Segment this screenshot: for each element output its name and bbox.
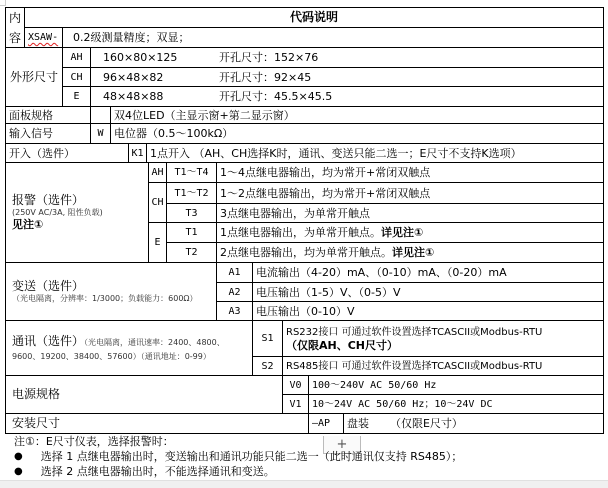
panel-label: 面板规格: [5, 106, 91, 124]
table-title: 代码说明: [24, 7, 604, 28]
alarm-code: T1～T4: [166, 162, 217, 183]
alarm-note-ref: 详见注①: [392, 246, 435, 259]
comm-sublabel: （光电隔离，通讯速率：2400、4800、9600、19200、38400、57600）（通讯地址：0-99）: [12, 337, 225, 361]
add-row-button[interactable]: +: [323, 436, 361, 454]
alarm-size-ch: CH: [148, 182, 167, 223]
switch-in-value: 1点开入 （AH、CH选择K时，通讯、变送只能二选一；E尺寸不支持K选项）: [146, 143, 604, 163]
transmit-text: 电压输出（1-5）V、（0-5）V: [252, 282, 604, 302]
power-label: 电源规格: [5, 375, 283, 414]
transmit-code: A2: [216, 282, 253, 302]
alarm-note-ref: 详见注①: [381, 226, 424, 239]
comm-size-limit: （仅限AH、CH尺寸）: [286, 338, 398, 352]
model-description: 0.2级测量精度；双显；: [62, 27, 604, 48]
bullet-icon: ●: [14, 451, 23, 462]
install-label: 安装尺寸: [5, 413, 309, 434]
transmit-text: 电压输出（0-10）V: [252, 301, 604, 321]
comm-text: RS232接口 可通过软件设置选择TCASCII或Modbus-RTU: [286, 326, 543, 338]
alarm-label-cell: [5, 162, 149, 263]
install-value: 盘装 （仅限E尺寸）: [343, 413, 604, 434]
power-text: 100～240V AC 50/60 Hz: [308, 375, 604, 395]
alarm-sublabel: (250V AC/3A, 阻性负载): [12, 208, 103, 217]
switch-in-label: 开入（选件）: [5, 143, 129, 163]
dim-code-ah: AH: [62, 47, 91, 68]
alarm-text: 1～2点继电器输出，均为常开+常闭双触点: [216, 182, 604, 204]
dim-row-ah: [90, 47, 604, 68]
alarm-code: T2: [166, 242, 217, 263]
dim-cutout: 开孔尺寸：92×45: [219, 70, 312, 84]
transmit-text: 电流输出（4-20）mA、（0-10）mA、（0-20）mA: [252, 262, 604, 283]
comm-code: S1: [252, 320, 283, 357]
model-prefix: XSAW-: [24, 27, 63, 48]
dim-cutout: 开孔尺寸：45.5×45.5: [219, 90, 333, 103]
transmit-label-cell: [5, 262, 217, 321]
install-code: —AP: [308, 413, 344, 434]
panel-value: 双4位LED（主显示窗+第二显示窗）: [110, 106, 604, 124]
dimensions-label: 外形尺寸: [5, 47, 63, 107]
dim-row-e: [90, 86, 604, 107]
comm-text-row: [282, 320, 604, 357]
alarm-code: T1: [166, 222, 217, 243]
alarm-code: T3: [166, 203, 217, 223]
transmit-sublabel: （光电隔离，分辨率：1/3000；负载能力：600Ω）: [12, 293, 198, 303]
alarm-text: 3点继电器输出，为单常开触点: [216, 203, 604, 223]
input-label: 输入信号: [5, 123, 91, 144]
sheet-corner: [0, 0, 6, 6]
content-label: 内容: [5, 7, 25, 48]
dim-size: 160×80×125: [103, 51, 178, 64]
alarm-size-e: E: [148, 222, 167, 263]
alarm-label: 报警（选件）: [12, 193, 85, 207]
power-code: V1: [282, 394, 309, 414]
comm-text: RS485接口 可通过软件设置选择TCASCII或Modbus-RTU: [282, 356, 604, 376]
input-value: 电位器（0.5～100kΩ）: [110, 123, 604, 144]
alarm-code: T1～T2: [166, 182, 217, 204]
power-code: V0: [282, 375, 309, 395]
notes: [14, 434, 462, 479]
dim-code-e: E: [62, 86, 91, 107]
dim-code-ch: CH: [62, 67, 91, 87]
note-item: ● 选择 2 点继电器输出时，不能选择通讯和变送。: [14, 465, 275, 478]
dim-row-ch: [90, 67, 604, 87]
switch-in-code: K1: [128, 143, 147, 163]
alarm-text: 1～4点继电器输出，均为常开+常闭双触点: [216, 162, 604, 183]
alarm-size-ah: AH: [148, 162, 167, 183]
transmit-label: 变送（选件）: [12, 278, 85, 293]
alarm-text-row: [216, 222, 604, 243]
alarm-text-row: [216, 242, 604, 263]
transmit-code: A1: [216, 262, 253, 283]
comm-label-cell: [5, 320, 253, 376]
notes-title: 注①：E尺寸仪表，选择报警时：: [14, 435, 174, 448]
alarm-note-ref: 见注①: [12, 218, 44, 231]
power-text: 10～24V AC 50/60 Hz；10～24V DC: [308, 394, 604, 414]
dim-size: 48×48×88: [103, 90, 164, 103]
alarm-text: 1点继电器输出，为单常开触点。: [220, 226, 381, 239]
bullet-icon: ●: [14, 466, 23, 477]
dim-cutout: 开孔尺寸：152×76: [219, 51, 319, 64]
dim-size: 96×48×82: [103, 70, 164, 84]
panel-code: [90, 106, 111, 124]
transmit-code: A3: [216, 301, 253, 321]
note-item: ● 选择 1 点继电器输出时，变送输出和通讯功能只能二选一（此时通讯仅支持 RS485）；: [14, 450, 463, 463]
alarm-text: 2点继电器输出，均为单常开触点。: [220, 246, 392, 259]
comm-label: 通讯（选件）: [12, 333, 85, 348]
input-code: W: [90, 123, 111, 144]
comm-code: S2: [252, 356, 283, 376]
